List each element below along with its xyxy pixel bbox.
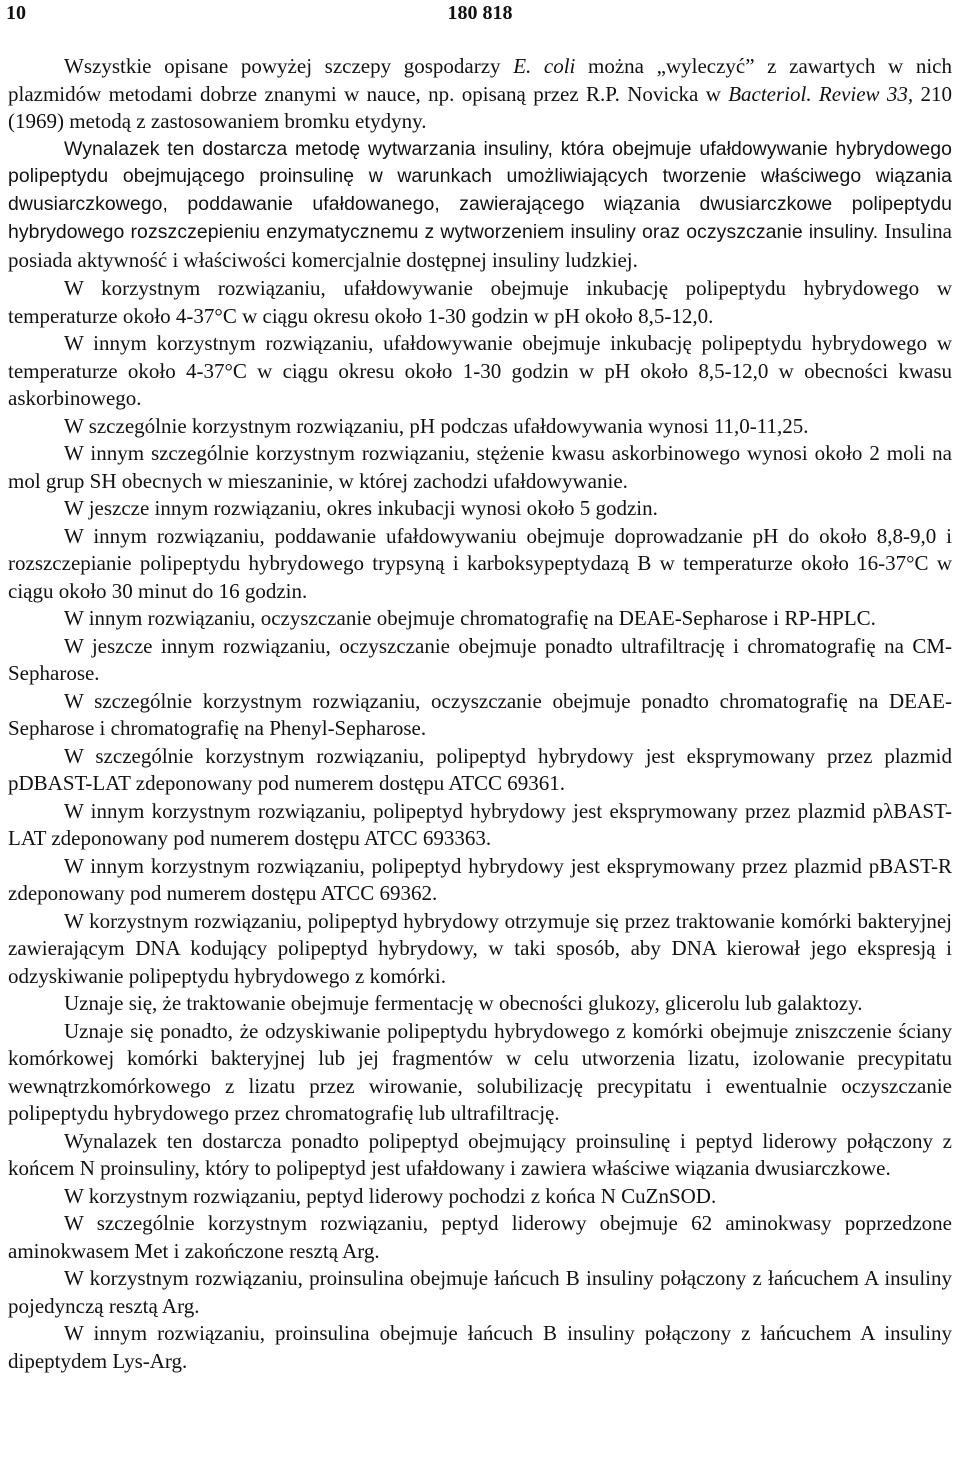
text-run: W innym korzystnym rozwiązaniu, polipeptyd hybrydowy jest eksprymowany przez plazmid pλBAST-LAT zdeponowany pod numerem dostępu ATCC 693363.	[8, 798, 952, 850]
text-run: można „wyleczyć” z zawartych w nich plazmidów metodami dobrze znanymi w nauce, np. opisaną przez R.P. Novicka w	[8, 54, 952, 106]
text-run: W innym szczególnie korzystnym rozwiązaniu, stężenie kwasu askorbinowego wynosi około 2 moli na mol grup SH obecnych w mieszaninie, w której zachodzi ufałdowywanie.	[8, 441, 952, 493]
paragraph	[8, 1320, 952, 1375]
text-run: Wynalazek ten dostarcza metodę wytwarzania insuliny, która obejmuje ufałdowywanie hybrydowego polipeptydu obejmującego proinsulinę w warunkach umożliwiających tworzenie właściwego wiązania dwusiarczkowego, poddawanie ufałdowanego, zawierającego wiązania dwusiarczkowe polipeptydu hybrydowego rozszczepieniu enzymatycznemu z wytworzeniem insuliny oraz oczyszczanie insuliny.	[8, 137, 952, 243]
text-run: Wynalazek ten dostarcza ponadto polipeptyd obejmujący proinsulinę i peptyd liderowy połączony z końcem N proinsuliny, który to polipeptyd jest ufałdowany i zawiera właściwe wiązania dwusiarczkowe.	[8, 1128, 952, 1180]
text-run: W innym korzystnym rozwiązaniu, ufałdowywanie obejmuje inkubację polipeptydu hybrydowego w temperaturze około 4-37°C w ciągu okresu około 1-30 godzin w pH około 8,5-12,0 w obecności kwasu askorbinowego.	[8, 331, 952, 410]
paragraph	[8, 495, 952, 523]
paragraph	[8, 798, 952, 853]
text-run: W szczególnie korzystnym rozwiązaniu, peptyd liderowy obejmuje 62 aminokwasy poprzedzone aminokwasem Met i zakończone resztą Arg.	[8, 1211, 952, 1263]
body-text	[8, 53, 952, 1375]
paragraph	[8, 1128, 952, 1183]
text-run: W innym rozwiązaniu, poddawanie ufałdowywaniu obejmuje doprowadzanie pH do około 8,8-9,0 i rozszczepianie polipeptydu hybrydowego trypsyną i karboksypeptydazą B w temperaturze około 16-37°C w ciągu około 30 minut do 16 godzin.	[8, 523, 952, 603]
paragraph	[8, 633, 952, 688]
text-run: Insulina posiada aktywność i właściwości komercjalnie dostępnej insuliny ludzkiej.	[8, 219, 952, 272]
text-run: W szczególnie korzystnym rozwiązaniu, pH podczas ufałdowywania wynosi 11,0-11,25.	[64, 413, 809, 438]
paragraph	[8, 908, 952, 991]
paragraph	[8, 688, 952, 743]
paragraph	[8, 1210, 952, 1265]
paragraph	[8, 413, 952, 441]
paragraph	[8, 1018, 952, 1128]
paragraph	[8, 136, 952, 276]
page-number: 10	[6, 2, 26, 24]
paragraph	[8, 853, 952, 908]
italic-text: E. coli	[513, 54, 576, 78]
text-run: W korzystnym rozwiązaniu, ufałdowywanie obejmuje inkubację polipeptydu hybrydowego w temperaturze około 4-37°C w ciągu okresu około 1-30 godzin w pH około 8,5-12,0.	[8, 276, 952, 328]
italic-text: Bacteriol. Review 33,	[728, 81, 914, 106]
text-run: Uznaje się ponadto, że odzyskiwanie polipeptydu hybrydowego z komórki obejmuje zniszczenie ściany komórkowej komórki bakteryjnej lub jej fragmentów w celu utworzenia lizatu, izolowanie precypitatu wewnątrzkomórkowego z lizatu przez wirowanie, solubilizację precypitatu i ewentualnie oczyszczanie polipeptydu hybrydowego przez chromatografię lub ultrafiltrację.	[8, 1018, 952, 1125]
text-run: W korzystnym rozwiązaniu, peptyd liderowy pochodzi z końca N CuZnSOD.	[64, 1183, 717, 1208]
paragraph	[8, 330, 952, 413]
text-run: W jeszcze innym rozwiązaniu, okres inkubacji wynosi około 5 godzin.	[64, 496, 658, 520]
text-run: W szczególnie korzystnym rozwiązaniu, oczyszczanie obejmuje ponadto chromatografię na DEAE-Sepharose i chromatografię na Phenyl-Sepharose.	[8, 688, 952, 740]
text-run: W korzystnym rozwiązaniu, polipeptyd hybrydowy otrzymuje się przez traktowanie komórki bakteryjnej zawierającym DNA kodujący polipeptyd hybrydowy, w taki sposób, aby DNA kierował jego ekspresją i odzyskiwanie polipeptydu hybrydowego z komórki.	[8, 908, 952, 988]
text-run: Uznaje się, że traktowanie obejmuje fermentację w obecności glukozy, glicerolu lub galaktozy.	[64, 991, 863, 1015]
text-run: Wszystkie opisane powyżej szczepy gospodarzy	[64, 54, 514, 78]
paragraph	[8, 1183, 952, 1211]
text-run: W szczególnie korzystnym rozwiązaniu, polipeptyd hybrydowy jest eksprymowany przez plazmid pDBAST-LAT zdeponowany pod numerem dostępu ATCC 69361.	[8, 743, 952, 795]
page-header	[6, 2, 954, 28]
text-run: W innym rozwiązaniu, oczyszczanie obejmuje chromatografię na DEAE-Sepharose i RP-HPLC.	[64, 606, 876, 630]
patent-number: 180 818	[447, 2, 513, 24]
text-run: W innym rozwiązaniu, proinsulina obejmuje łańcuch B insuliny połączony z łańcuchem A insuliny dipeptydem Lys-Arg.	[8, 1321, 952, 1373]
text-run: W jeszcze innym rozwiązaniu, oczyszczanie obejmuje ponadto ultrafiltrację i chromatografię na CM-Sepharose.	[8, 633, 952, 685]
paragraph	[8, 1265, 952, 1320]
paragraph	[8, 523, 952, 606]
paragraph	[8, 743, 952, 798]
text-run: W korzystnym rozwiązaniu, proinsulina obejmuje łańcuch B insuliny połączony z łańcuchem A insuliny pojedynczą resztą Arg.	[8, 1266, 952, 1318]
paragraph	[8, 275, 952, 330]
paragraph	[8, 990, 952, 1018]
paragraph	[8, 53, 952, 136]
text-run: W innym korzystnym rozwiązaniu, polipeptyd hybrydowy jest eksprymowany przez plazmid pBAST-R zdeponowany pod numerem dostępu ATCC 69362.	[8, 853, 952, 905]
text-run: 210 (1969) metodą z zastosowaniem bromku etydyny.	[8, 81, 953, 133]
paragraph	[8, 605, 952, 633]
paragraph	[8, 440, 952, 495]
